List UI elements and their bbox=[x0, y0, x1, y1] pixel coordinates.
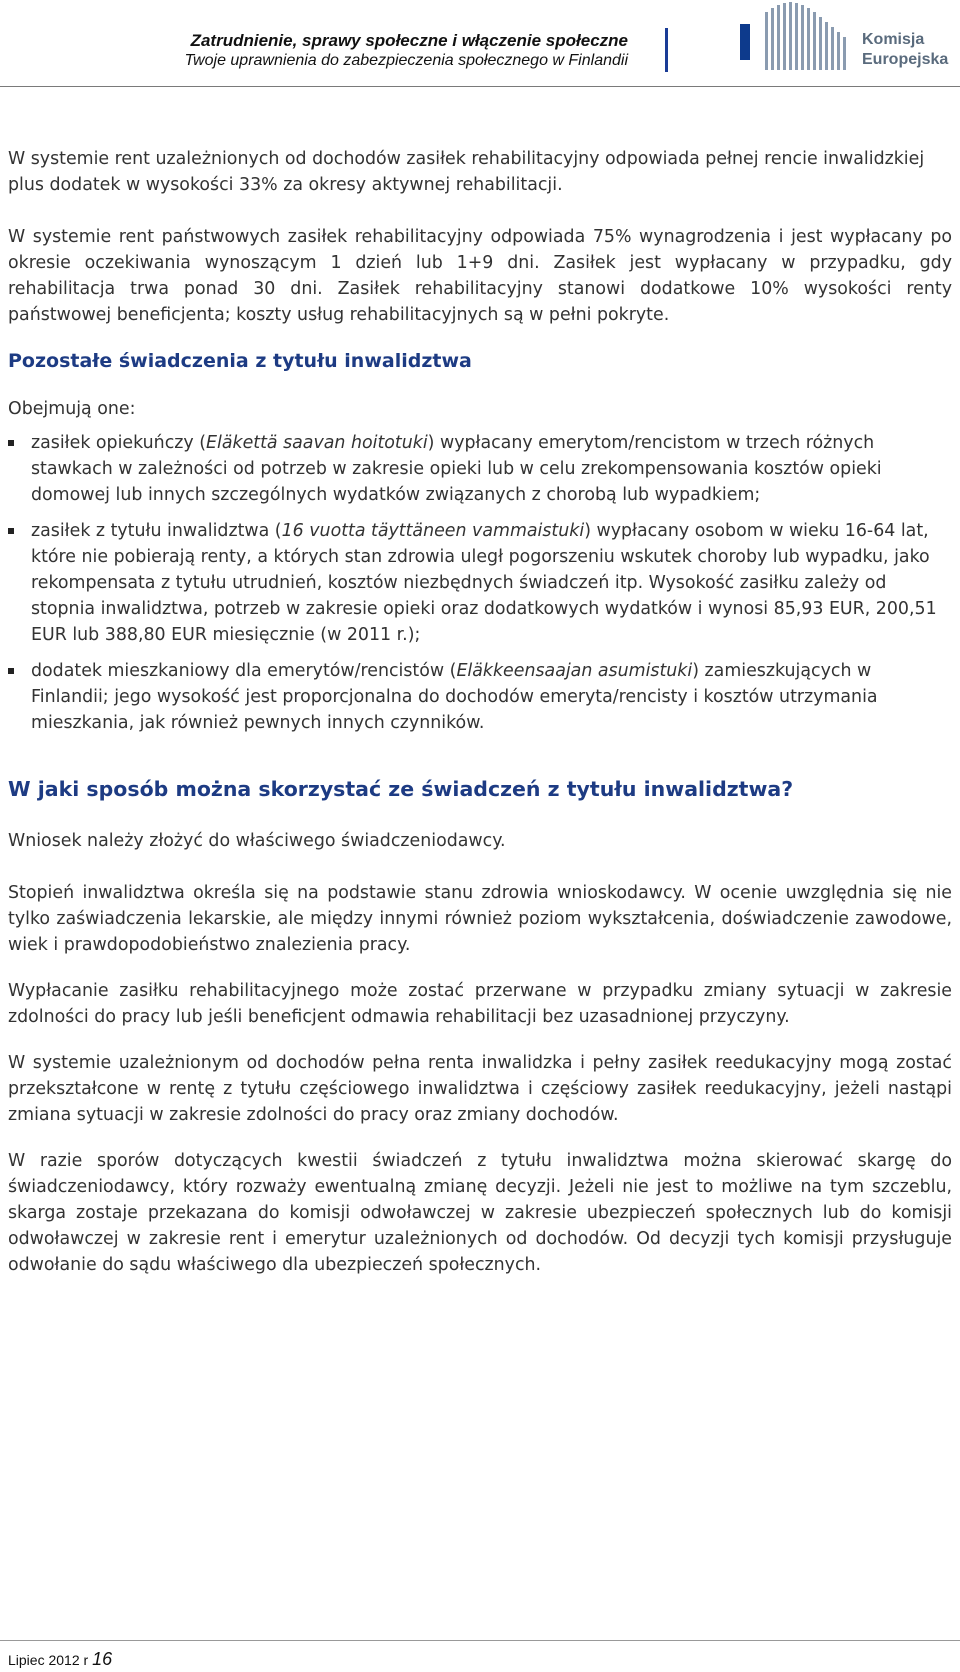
section-heading: Pozostałe świadczenia z tytułu inwalidztwa bbox=[8, 350, 472, 372]
header-subtitle: Twoje uprawnienia do zabezpieczenia społecznego w Finlandii bbox=[184, 52, 628, 69]
bullet-icon bbox=[8, 440, 14, 446]
paragraph: W systemie rent uzależnionych od dochodów zasiłek rehabilitacyjny odpowiada pełnej rencie inwalidzkiej plus dodatek w wysokości 33% za okresy aktywnej rehabilitacji. bbox=[8, 149, 925, 195]
paragraph: Stopień inwalidztwa określa się na podstawie stanu zdrowia wnioskodawcy. W ocenie uwzględnia się nie tylko zaświadczenia lekarskie, ale między innymi również poziom wykształcenia, doświadczenie zawodowe, wiek i prawdopodobieństwo znalezienia pracy. bbox=[8, 883, 952, 955]
paragraph: W razie sporów dotyczących kwestii świadczeń z tytułu inwalidztwa można skierować skargę do świadczeniodawcy, który rozważy ewentualną zmianę decyzji. Jeżeli nie jest to możliwe na tym szczeblu, skarga zostaje przekazana do komisji odwoławczej w zakresie ubezpieczeń społecznych lub do komisji odwoławczej w zakresie rent i emerytur uzależnionych od dochodów. Od decyzji tych komisji przysługuje odwołanie do sądu właściwego dla ubezpieczeń społecznych. bbox=[8, 1151, 952, 1275]
paragraph: W systemie rent państwowych zasiłek rehabilitacyjny odpowiada 75% wynagrodzenia i jest wypłacany po okresie oczekiwania wynoszącym 1 dzień lub 1+9 dni. Zasiłek jest wypłacany w przypadku, gdy rehabilitacja trwa ponad 30 dni. Zasiłek rehabilitacyjny stanowi dodatkowe 10% wysokości renty państwowej beneficjenta; koszty usług rehabilitacyjnych są w pełni pokryte. bbox=[8, 227, 952, 325]
paragraph: Wniosek należy złożyć do właściwego świadczeniodawcy. bbox=[8, 831, 506, 851]
logo-line-2: Europejska bbox=[862, 51, 949, 68]
page-header bbox=[0, 0, 960, 86]
bullet-icon bbox=[8, 528, 14, 534]
list-item: zasiłek opiekuńczy (Eläkettä saavan hoitotuki) wypłacany emerytom/rencistom w trzech różnych stawkach w zależności od potrzeb w zakresie opieki lub w celu zrekompensowania kosztów opieki domowej lub innych szczególnych wydatków związanych z chorobą lub wypadkiem; bbox=[8, 430, 952, 508]
footer-date: Lipiec 2012 r bbox=[8, 1652, 89, 1668]
paragraph: Obejmują one: bbox=[8, 399, 136, 419]
logo-text bbox=[862, 30, 948, 70]
header-title: Zatrudnienie, sprawy społeczne i włączenie społeczne bbox=[190, 31, 628, 50]
section-heading: W jaki sposób można skorzystać ze świadczeń z tytułu inwalidztwa? bbox=[8, 777, 794, 801]
page-number: 16 bbox=[92, 1649, 113, 1669]
list-item: zasiłek z tytułu inwalidztwa (16 vuotta täyttäneen vammaistuki) wypłacany osobom w wieku 16-64 lat, które nie pobierają renty, a których stan zdrowia uległ pogorszeniu wskutek choroby lub wypadku, jako rekompensata z tytułu utrudnień, kosztów niezbędnych świadczeń itp. Wysokość zasiłku zależy od stopnia inwalidztwa, potrzeb w zakresie opieki oraz dodatkowych wydatków i wynosi 85,93 EUR, 200,51 EUR lub 388,80 EUR miesięcznie (w 2011 r.); bbox=[8, 518, 952, 648]
header-titles bbox=[184, 30, 628, 71]
paragraph: W systemie uzależnionym od dochodów pełna renta inwalidzka i pełny zasiłek reedukacyjny mogą zostać przekształcone w rentę z tytułu częściowego inwalidztwa i częściowy zasiłek reedukacyjny, jeżeli nastąpi zmiana sytuacji w zakresie zdolności do pracy oraz zmiany dochodów. bbox=[8, 1053, 952, 1125]
page-footer bbox=[8, 1649, 112, 1670]
paragraph: Wypłacanie zasiłku rehabilitacyjnego może zostać przerwane w przypadku zmiany sytuacji w zakresie zdolności do pracy lub jeśli beneficjent odmawia rehabilitacji bez uzasadnionej przyczyny. bbox=[8, 981, 952, 1027]
document-body bbox=[8, 146, 952, 1278]
bullet-icon bbox=[8, 668, 14, 674]
eu-flag bbox=[740, 24, 750, 60]
header-divider bbox=[665, 28, 668, 72]
logo-line-1: Komisja bbox=[862, 31, 925, 48]
header-rule bbox=[0, 86, 960, 87]
footer-rule bbox=[0, 1640, 960, 1641]
list-item: dodatek mieszkaniowy dla emerytów/rencistów (Eläkkeensaajan asumistuki) zamieszkujących w Finlandii; jego wysokość jest proporcjonalna do dochodów emeryta/rencisty i kosztów utrzymania mieszkania, jak również pewnych innych czynników. bbox=[8, 658, 952, 736]
benefits-list bbox=[8, 430, 952, 736]
